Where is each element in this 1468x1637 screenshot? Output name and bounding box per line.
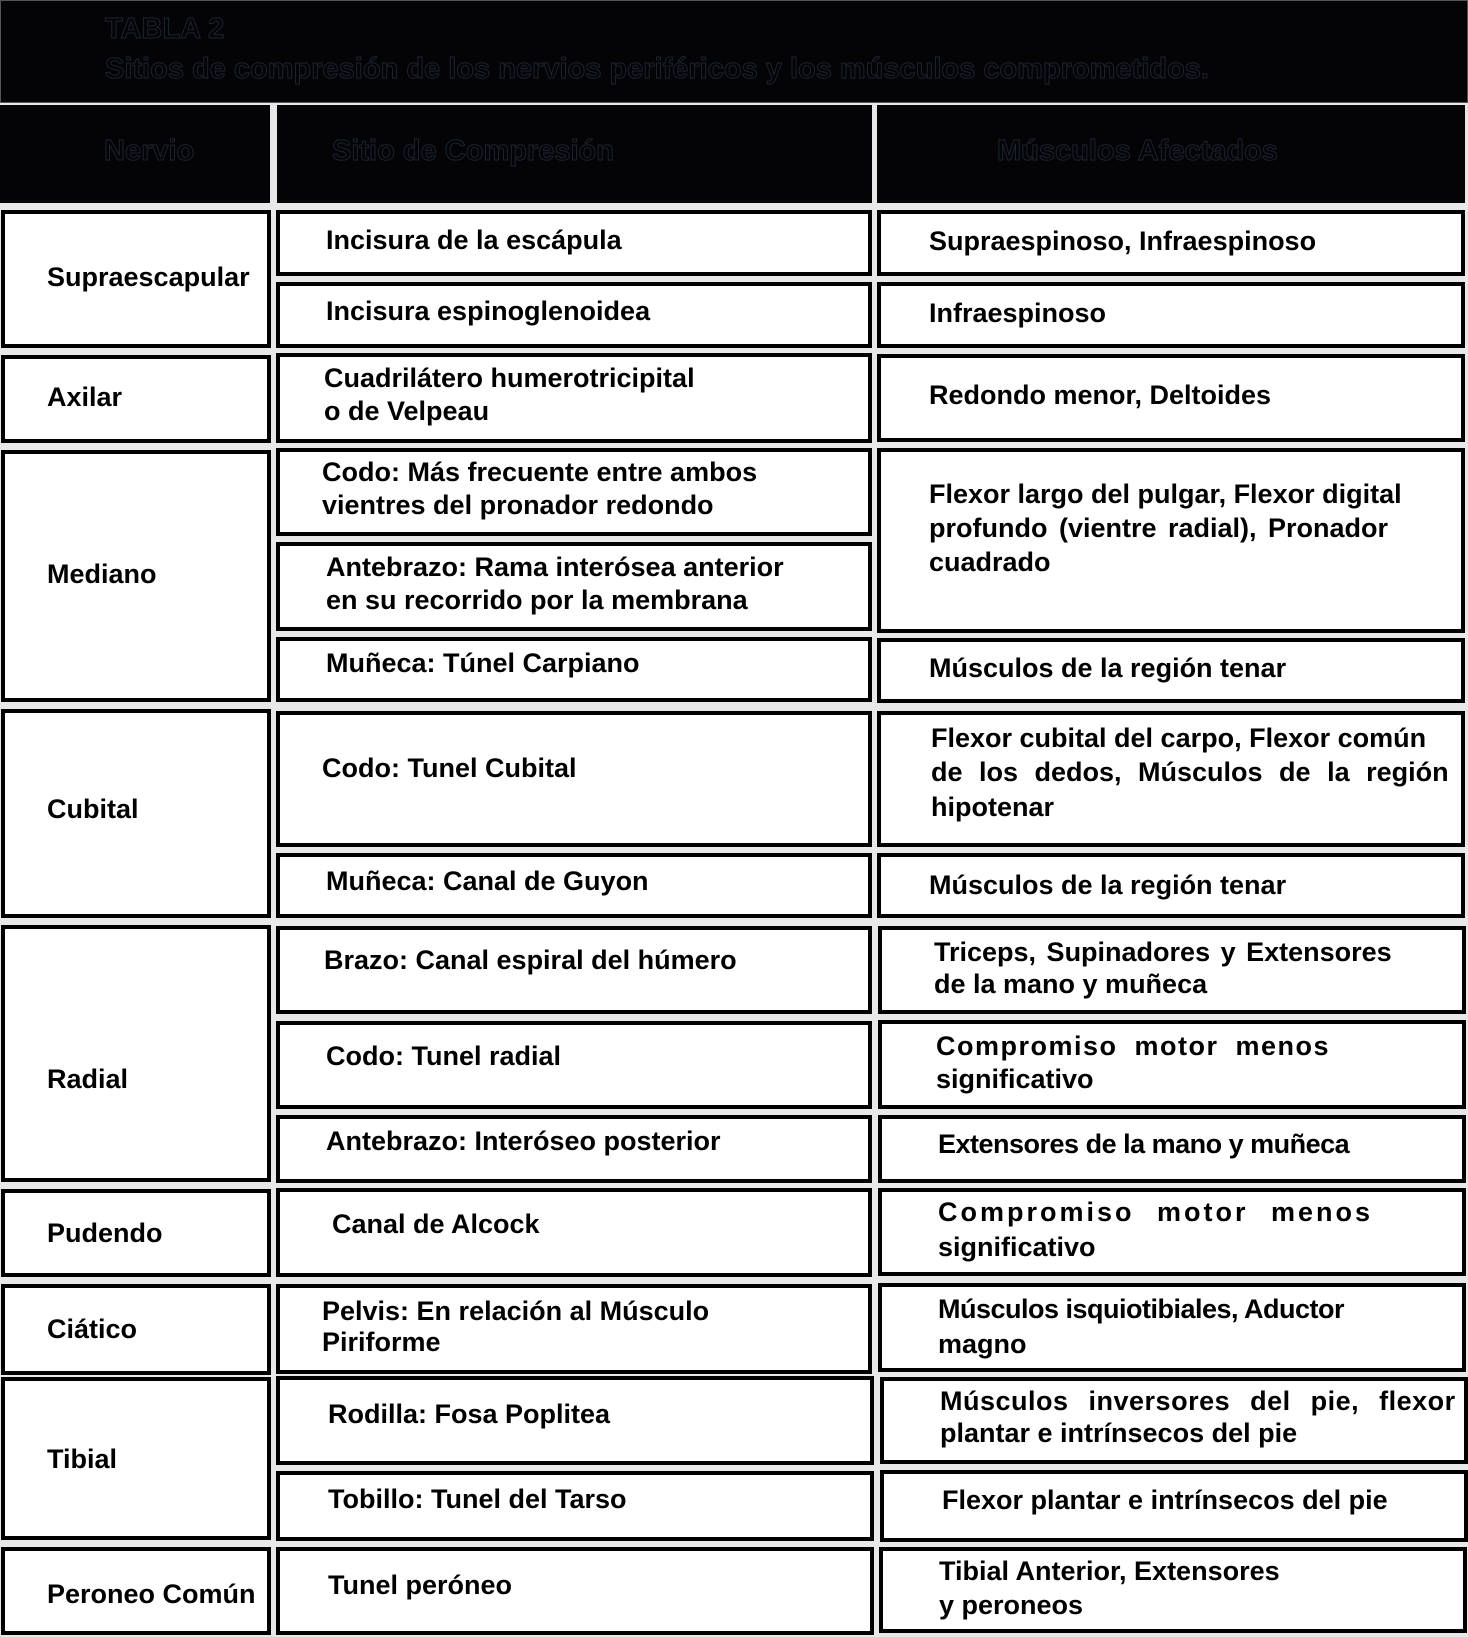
- muscle-text-line: de los dedos, Músculos de la región: [931, 757, 1449, 787]
- muscle-text-line: profundo (vientre radial), Pronador: [929, 513, 1389, 543]
- muscle-cell: [878, 1188, 1466, 1276]
- site-text: Tobillo: Tunel del Tarso: [328, 1484, 627, 1514]
- muscle-cell: [878, 1020, 1466, 1109]
- nerve-cell: [1, 355, 271, 443]
- muscle-cell: [877, 210, 1465, 276]
- site-cell: [276, 1021, 872, 1109]
- muscle-text-line: Músculos inversores del pie, flexor: [940, 1386, 1456, 1416]
- nerve-cell: [1, 1284, 271, 1375]
- nerve-name: Ciático: [47, 1314, 138, 1344]
- header-sitio: [277, 105, 872, 203]
- muscle-cell: [877, 282, 1465, 348]
- site-text: Rodilla: Fosa Poplitea: [328, 1399, 611, 1429]
- muscle-text-line: Compromiso motor menos: [936, 1031, 1331, 1061]
- site-text: Canal de Alcock: [332, 1209, 540, 1239]
- nerve-name: Axilar: [47, 382, 123, 412]
- site-cell: [276, 1547, 874, 1635]
- muscle-text-line: y peroneos: [939, 1590, 1084, 1620]
- muscle-text-line: plantar e intrínsecos del pie: [940, 1418, 1298, 1448]
- header-musculos-label: Músculos Afectados: [997, 135, 1278, 167]
- muscle-cell: [877, 711, 1465, 847]
- site-text-line: o de Velpeau: [324, 396, 490, 426]
- nerve-name: Peroneo Común: [47, 1579, 256, 1609]
- nerve-name: Cubital: [47, 794, 139, 824]
- site-cell: [276, 1471, 874, 1541]
- muscle-text-line: Triceps, Supinadores y Extensores: [934, 937, 1392, 967]
- muscle-text: Flexor plantar e intrínsecos del pie: [942, 1485, 1388, 1515]
- muscle-text: Infraespinoso: [929, 298, 1107, 328]
- site-text: Incisura espinoglenoidea: [326, 296, 651, 326]
- site-cell: [276, 926, 872, 1014]
- muscle-text-line: cuadrado: [929, 547, 1051, 577]
- muscle-text-line: significativo: [936, 1064, 1094, 1094]
- site-cell: [276, 542, 872, 631]
- muscle-cell: [879, 1547, 1467, 1633]
- nerve-name: Supraescapular: [47, 262, 250, 292]
- muscle-text-line: de la mano y muñeca: [934, 969, 1208, 999]
- nerve-cell: [1, 210, 271, 348]
- site-text: Codo: Tunel Cubital: [322, 753, 577, 783]
- site-text-line: Piriforme: [322, 1327, 441, 1357]
- site-cell: [276, 637, 872, 702]
- muscle-text-line: magno: [938, 1329, 1027, 1359]
- muscle-text: Músculos de la región tenar: [929, 653, 1287, 683]
- site-text-line: Codo: Más frecuente entre ambos: [322, 457, 758, 487]
- nerve-name: Radial: [47, 1064, 129, 1094]
- site-cell: [276, 1284, 872, 1374]
- muscle-cell: [880, 1470, 1468, 1542]
- site-text-line: Pelvis: En relación al Músculo: [322, 1296, 710, 1326]
- muscle-text-line: Flexor largo del pulgar, Flexor digital: [929, 479, 1402, 509]
- site-text-line: Cuadrilátero humerotricipital: [324, 363, 695, 393]
- site-text: Codo: Tunel radial: [326, 1041, 561, 1071]
- muscle-text-line: Tibial Anterior, Extensores: [939, 1556, 1280, 1586]
- muscle-cell: [878, 926, 1466, 1014]
- site-text-line: Antebrazo: Rama interósea anterior: [326, 552, 784, 582]
- muscle-text: Músculos de la región tenar: [929, 870, 1287, 900]
- muscle-cell: [880, 1377, 1468, 1464]
- muscle-cell: [877, 853, 1465, 918]
- site-text: Antebrazo: Interóseo posterior: [326, 1126, 721, 1156]
- muscle-text: Redondo menor, Deltoides: [929, 380, 1272, 410]
- muscle-text: Extensores de la mano y muñeca: [938, 1129, 1350, 1159]
- nerve-cell: [1, 1189, 271, 1277]
- muscle-cell: [877, 638, 1465, 703]
- nerve-cell: [1, 925, 271, 1182]
- muscle-text-line: Flexor cubital del carpo, Flexor común: [931, 723, 1427, 753]
- muscle-text: Supraespinoso, Infraespinoso: [929, 226, 1317, 256]
- site-text: Muñeca: Túnel Carpiano: [326, 648, 640, 678]
- header-sitio-label: Sitio de Compresión: [332, 135, 614, 167]
- site-cell: [276, 1376, 874, 1465]
- nerve-name: Tibial: [47, 1444, 118, 1474]
- site-text: Incisura de la escápula: [326, 225, 622, 255]
- nerve-cell: [1, 450, 271, 702]
- muscle-text-line: Compromiso motor menos: [938, 1197, 1374, 1227]
- nerve-name: Mediano: [47, 559, 157, 589]
- site-cell: [276, 448, 872, 536]
- nerve-cell: [1, 709, 271, 918]
- table-title-block: [0, 0, 1468, 103]
- site-text: Tunel peróneo: [328, 1570, 513, 1600]
- muscle-cell: [877, 354, 1465, 442]
- muscle-text-line: significativo: [938, 1232, 1096, 1262]
- nerve-cell: [1, 1377, 271, 1540]
- muscle-text-line: hipotenar: [931, 792, 1055, 822]
- site-cell: [276, 711, 872, 847]
- header-musculos: [877, 105, 1465, 203]
- site-cell: [276, 353, 872, 443]
- site-cell: [276, 282, 872, 348]
- site-cell: [276, 210, 872, 276]
- site-cell: [276, 853, 872, 918]
- site-text: Brazo: Canal espiral del húmero: [324, 945, 737, 975]
- header-nervio: [0, 105, 270, 203]
- site-text-line: vientres del pronador redondo: [322, 490, 714, 520]
- muscle-text-line: Músculos isquiotibiales, Aductor: [938, 1294, 1345, 1324]
- site-cell: [276, 1188, 872, 1277]
- site-cell: [276, 1115, 872, 1183]
- nerve-cell: [1, 1547, 271, 1635]
- header-nervio-label: Nervio: [104, 135, 195, 167]
- table-label: TABLA 2: [105, 13, 225, 45]
- muscle-cell: [878, 1283, 1466, 1372]
- nerve-name: Pudendo: [47, 1218, 163, 1248]
- site-text: Muñeca: Canal de Guyon: [326, 866, 649, 896]
- table-caption: Sitios de compresión de los nervios periféricos y los músculos comprometidos.: [105, 53, 1209, 85]
- muscle-cell: [878, 1115, 1466, 1183]
- muscle-cell: [877, 448, 1465, 633]
- site-text-line: en su recorrido por la membrana: [326, 585, 748, 615]
